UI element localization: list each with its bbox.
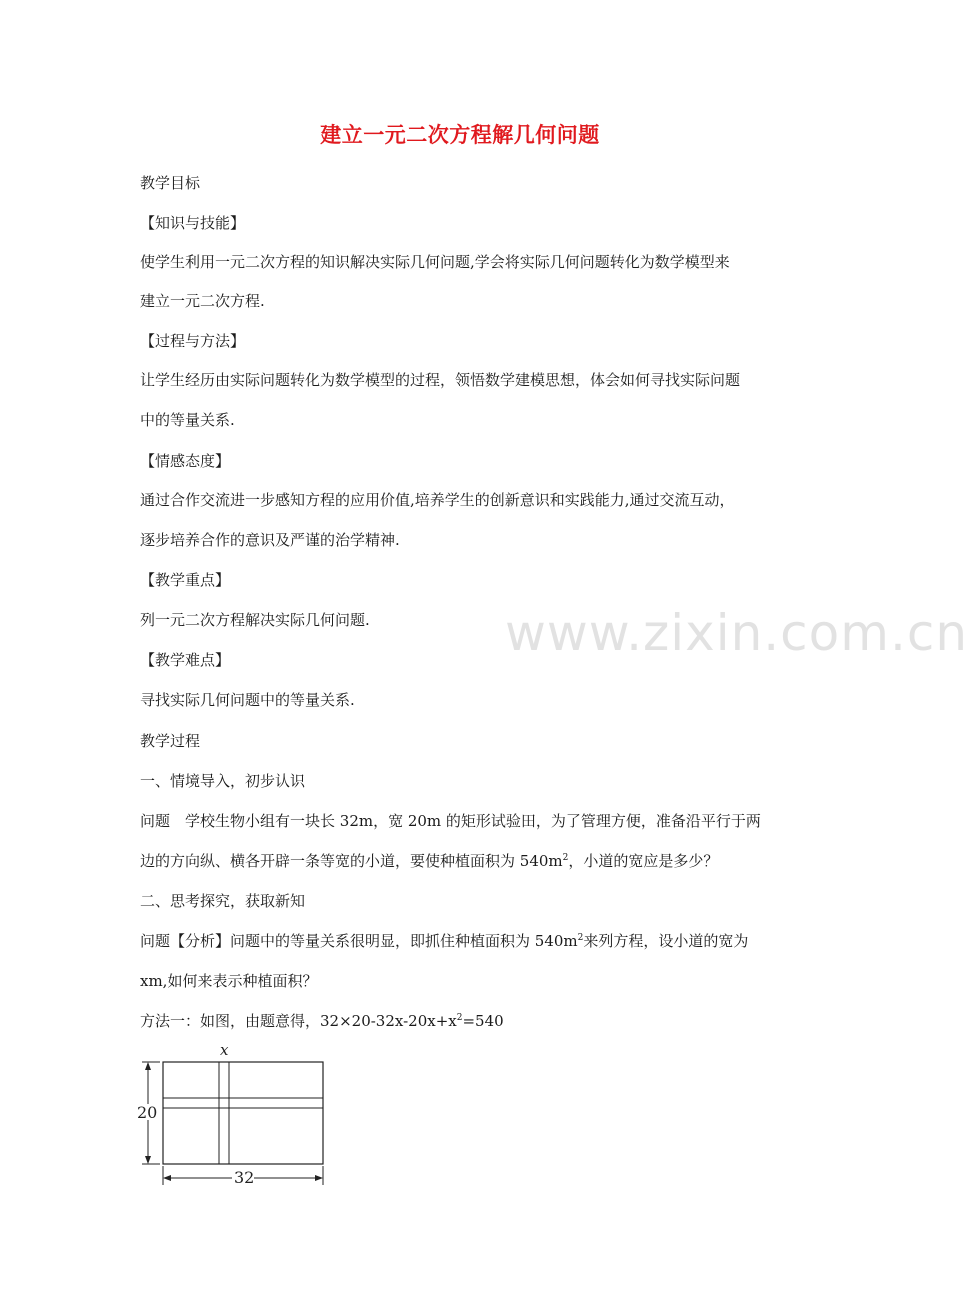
superscript: 2	[456, 1013, 463, 1023]
arrow-left-icon	[163, 1175, 171, 1181]
length-label: 32	[234, 1168, 255, 1187]
subheading-emotion-attitude: 【情感态度】	[140, 452, 231, 470]
width-label: 20	[137, 1103, 158, 1122]
subheading-key-point: 【教学重点】	[140, 571, 231, 589]
arrow-down-icon	[145, 1156, 151, 1164]
problem-line: 问题 学校生物小组有一块长 32m，宽 20m 的矩形试验田，为了管理方便，准备沿平行于两	[140, 812, 761, 830]
document-title: 建立一元二次方程解几何问题	[320, 122, 600, 147]
paragraph-line: 通过合作交流进一步感知方程的应用价值,培养学生的创新意识和实践能力,通过交流互动，	[140, 491, 735, 509]
problem-line: 边的方向纵、横各开辟一条等宽的小道，要使种植面积为 $540m^2$，小道的宽应是多少？	[140, 852, 719, 870]
paragraph-line: 寻找实际几何问题中的等量关系.	[140, 691, 355, 709]
subheading-process-method: 【过程与方法】	[140, 332, 246, 350]
paragraph-line: 建立一元二次方程.	[140, 292, 265, 310]
analysis-line: 问题【分析】问题中的等量关系很明显，即抓住种植面积为 $540m^2$来列方程，设小道的宽为	[140, 932, 749, 950]
paragraph-line: 逐步培养合作的意识及严谨的治学精神.	[140, 531, 400, 549]
arrow-right-icon	[315, 1175, 323, 1181]
method-one-line: 方法一：如图，由题意得，$32\times 20-32x-20x+x^2=540$	[140, 1012, 504, 1030]
superscript: 2	[577, 933, 584, 943]
subheading-knowledge-skills: 【知识与技能】	[140, 214, 246, 232]
field-rectangle	[163, 1062, 323, 1164]
paragraph-line: 让学生经历由实际问题转化为数学模型的过程，领悟数学建模思想，体会如何寻找实际问题	[140, 371, 741, 389]
analysis-line: xm,如何来表示种植面积？	[140, 972, 318, 990]
section-heading-teaching-process: 教学过程	[140, 732, 201, 750]
field-diagram	[130, 1040, 340, 1190]
step-heading-2: 二、思考探究，获取新知	[140, 892, 306, 910]
subheading-difficult-point: 【教学难点】	[140, 651, 231, 669]
paragraph-line: 列一元二次方程解决实际几何问题.	[140, 611, 370, 629]
path-width-label: x	[220, 1041, 229, 1059]
paragraph-line: 使学生利用一元二次方程的知识解决实际几何问题,学会将实际几何问题转化为数学模型来	[140, 253, 730, 271]
superscript: 2	[562, 853, 569, 863]
paragraph-line: 中的等量关系.	[140, 411, 235, 429]
step-heading-1: 一、情境导入，初步认识	[140, 772, 306, 790]
watermark: www.zixin.com.cn	[505, 604, 968, 662]
section-heading-teaching-goals: 教学目标	[140, 174, 201, 192]
arrow-up-icon	[145, 1062, 151, 1070]
